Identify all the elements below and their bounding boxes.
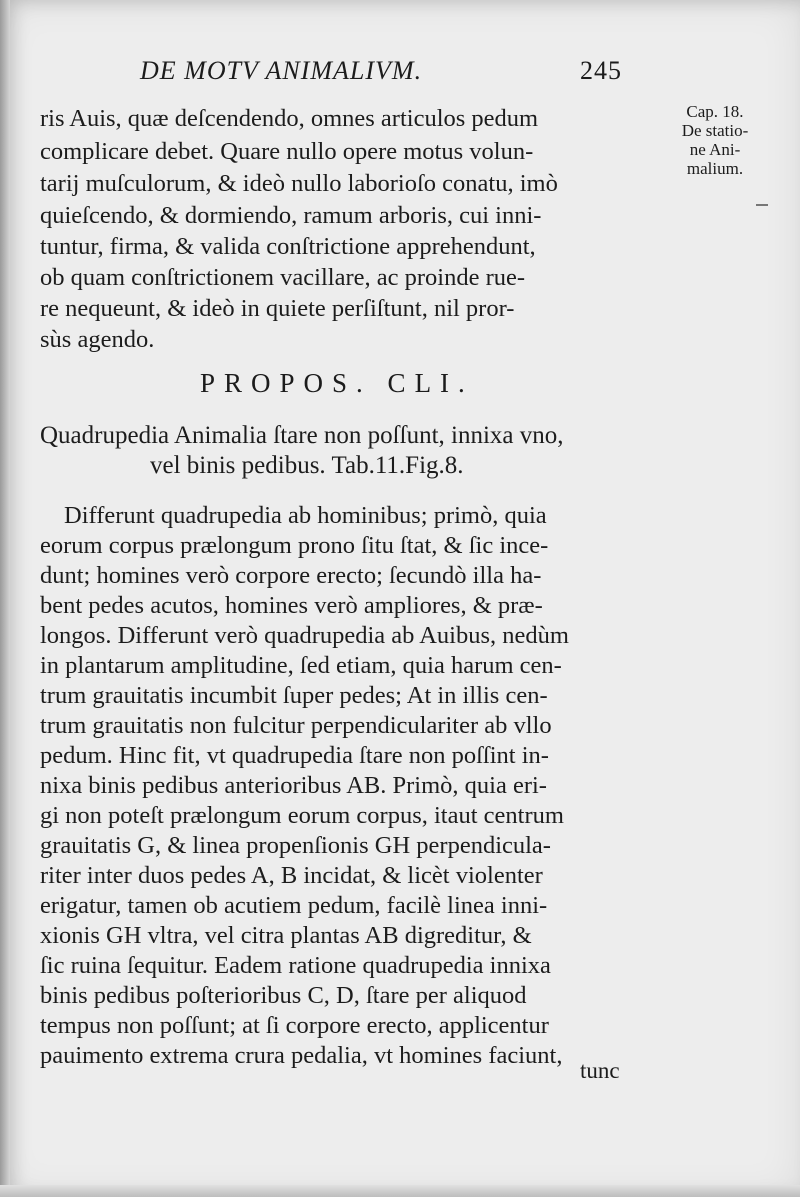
text-line: in plantarum amplitudine, ſed etiam, quia harum cen- <box>40 652 562 679</box>
text-line: ob quam conſtrictionem vacillare, ac proinde rue- <box>40 264 526 291</box>
text-line: complicare debet. Quare nullo opere motus volun- <box>40 138 534 165</box>
text-line: quieſcendo, & dormiendo, ramum arboris, cui inni- <box>40 202 542 229</box>
proposition-heading: PROPOS. CLI. <box>200 368 474 398</box>
text-line: trum grauitatis incumbit ſuper pedes; At in illis cen- <box>40 682 548 709</box>
margin-note <box>660 102 770 178</box>
text-line: grauitatis G, & linea propenſionis GH perpendicula- <box>40 832 551 859</box>
text-line: longos. Differunt verò quadrupedia ab Auibus, nedùm <box>40 622 569 649</box>
margin-note-line: ne Ani- <box>689 140 741 159</box>
page-number: 245 <box>580 56 622 85</box>
text-line: sùs agendo. <box>40 326 155 353</box>
text-line: binis pedibus poſterioribus C, D, ſtare per aliquod <box>40 982 527 1009</box>
text-line: bent pedes acutos, homines verò ampliores, & præ- <box>40 592 543 619</box>
binding-shadow <box>0 0 10 1197</box>
text-line: nixa binis pedibus anterioribus AB. Primò, quia eri- <box>40 772 547 799</box>
text-line: gi non poteſt prælongum eorum corpus, itaut centrum <box>40 802 564 829</box>
text-line: tuntur, firma, & valida conſtrictione apprehendunt, <box>40 233 536 260</box>
margin-note-line: Cap. 18. <box>686 102 744 121</box>
text-line: Differunt quadrupedia ab hominibus; primò, quia <box>64 502 547 529</box>
text-line: riter inter duos pedes A, B incidat, & licèt violenter <box>40 862 543 889</box>
text-line: pauimento extrema crura pedalia, vt homines faciunt, <box>40 1042 563 1069</box>
text-line: re nequeunt, & ideò in quiete perſiſtunt, nil pror- <box>40 295 515 322</box>
text-line: ris Auis, quæ deſcendendo, omnes articulos pedum <box>40 105 539 132</box>
page-bottom-edge <box>0 1185 800 1197</box>
running-head <box>140 56 640 86</box>
margin-note-line: malium. <box>686 159 744 178</box>
text-line: ſic ruina ſequitur. Eadem ratione quadrupedia innixa <box>40 952 551 979</box>
proposition-line: Quadrupedia Animalia ſtare non poſſunt, innixa vno, <box>40 422 564 449</box>
proposition-line: vel binis pedibus. Tab.11.Fig.8. <box>150 452 464 479</box>
text-line: xionis GH vltra, vel citra plantas AB digreditur, & <box>40 922 532 949</box>
margin-dash <box>756 204 768 206</box>
text-line: erigatur, tamen ob acutiem pedum, facilè linea inni- <box>40 892 548 919</box>
running-head-title: DE MOTV ANIMALIVM. <box>140 56 423 85</box>
catchword: tunc <box>580 1058 620 1083</box>
text-line: trum grauitatis non fulcitur perpendiculariter ab vllo <box>40 712 552 739</box>
margin-note-line: De statio- <box>681 121 749 140</box>
text-line: tempus non poſſunt; at ſi corpore erecto, applicentur <box>40 1012 549 1039</box>
text-line: pedum. Hinc fit, vt quadrupedia ſtare non poſſint in- <box>40 742 549 769</box>
text-line: eorum corpus prælongum prono ſitu ſtat, & ſic ince- <box>40 532 549 559</box>
text-line: dunt; homines verò corpore erecto; ſecundò illa ha- <box>40 562 542 589</box>
text-line: tarij muſculorum, & ideò nullo laborioſo conatu, imò <box>40 170 558 197</box>
